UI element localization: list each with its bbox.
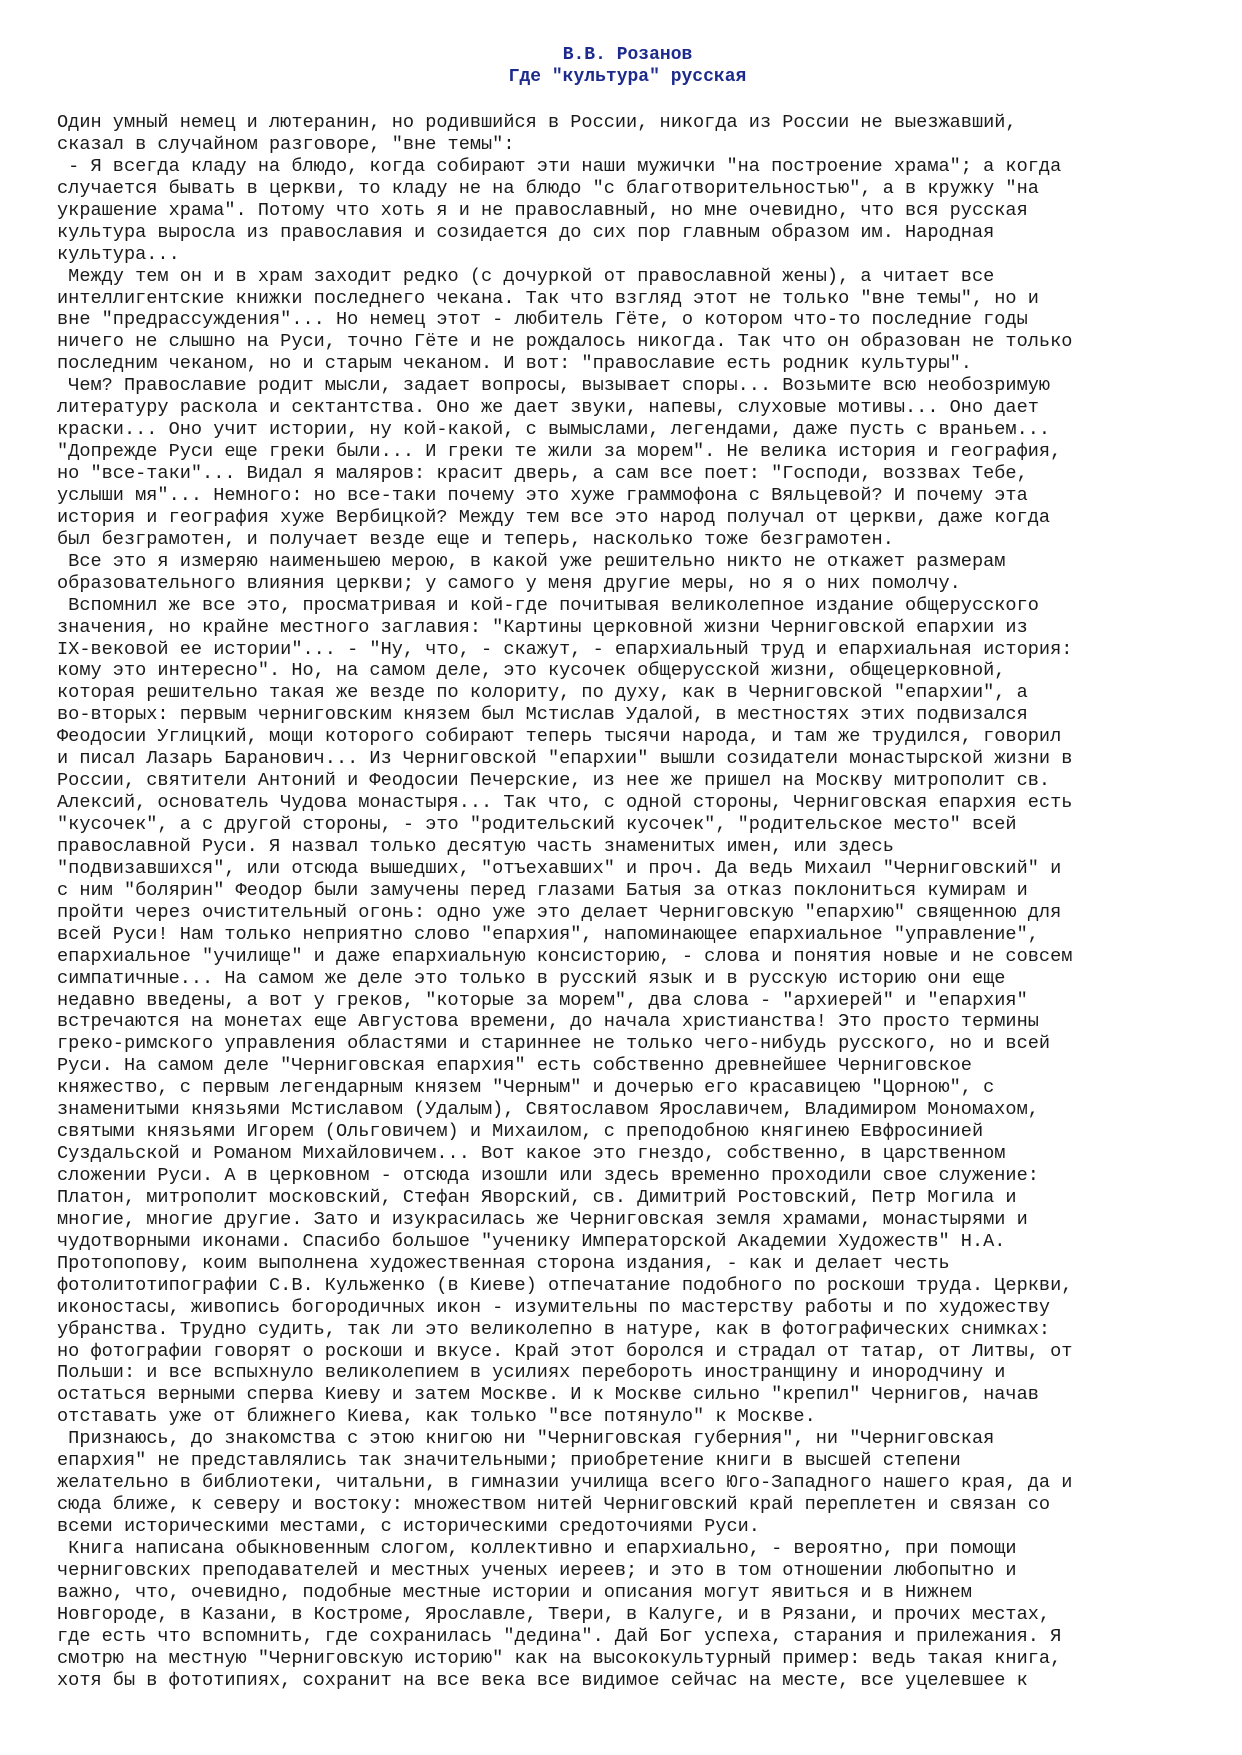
document-body (57, 112, 1198, 1692)
text-line: Платон, митрополит московский, Стефан Яворский, св. Димитрий Ростовский, Петр Могила и (57, 1186, 1017, 1208)
text-line: сказал в случайном разговоре, "вне темы": (57, 133, 515, 155)
text-line: культура выросла из православия и созидается до сих пор главным образом им. Народная (57, 221, 995, 243)
text-line: интеллигентские книжки последнего чекана. Так что взгляд этот не только "вне темы", но и (57, 287, 1039, 309)
text-line: - Я всегда кладу на блюдо, когда собирают эти наши мужички "на построение храма"; а когда (57, 155, 1062, 177)
text-line: услыши мя"... Немного: но все-таки почему это хуже граммофона с Вяльцевой? И почему эта (57, 484, 1028, 506)
text-line: и писал Лазарь Баранович... Из Черниговской "епархии" вышли созидатели монастырской жизни в (57, 748, 1073, 770)
text-line: важно, что, очевидно, подобные местные истории и описания могут явиться и в Нижнем (57, 1581, 972, 1603)
text-line: сложении Руси. А в церковном - отсюда изошли или здесь временно проходили свое служение: (57, 1165, 1039, 1186)
text-line: епархиальное "училище" и даже епархиальную консисторию, - слова и понятия новые и не совсем (57, 945, 1073, 967)
text-line: IX-вековой ее истории"... - "Ну, что, - скажут, - епархиальный труд и епархиальная история: (57, 638, 1073, 660)
text-line: иконостасы, живопись богородичных икон - изумительны по мастерству работы и по художеству (57, 1296, 1051, 1318)
text-line: последним чеканом, но и старым чеканом. И вот: "православие есть родник культуры". (57, 353, 972, 375)
text-line: Польши: и все вспыхнуло великолепием в усилиях перебороть иностранщину и инородчину и (57, 1362, 1006, 1384)
text-line: остаться верными сперва Киеву и затем Москве. И к Москве сильно "крепил" Чернигов, начав (57, 1384, 1039, 1406)
text-line: чудотворными иконами. Спасибо большое "ученику Императорской Академии Художеств" Н.А. (57, 1230, 1006, 1252)
text-line: "подвизавшихся", или отсюда вышедших, "отъехавших" и проч. Да ведь Михаил "Черниговский" и (57, 857, 1062, 879)
text-line: Суздальской и Романом Михайловичем... Вот какое это гнездо, собственно, в царственном (57, 1143, 1006, 1165)
text-line: Руси. На самом деле "Черниговская епархия" есть собственно древнейшее Черниговское (57, 1055, 972, 1077)
text-line: но фотографии говорят о роскоши и вкусе. Край этот боролся и страдал от татар, от Литвы, от (57, 1340, 1073, 1362)
text-line: недавно введены, а вот у греков, "которые за морем", два слова - "архиерей" и "епархия" (57, 989, 1028, 1011)
author-name: В.В. Розанов (562, 45, 693, 65)
text-line: знаменитыми князьями Мстиславом (Удалым), Святославом Ярославичем, Владимиром Мономахом, (57, 1099, 1039, 1121)
text-line: пройти через очистительный огонь: одно уже это делает Черниговскую "епархию" священною для (57, 901, 1062, 923)
text-line: история и география хуже Вербицкой? Между тем все это народ получал от церкви, даже когда (57, 506, 1051, 528)
document-header (57, 44, 1198, 88)
text-line: симпатичные... На самом же деле это только в русский язык и в русскую историю они еще (57, 967, 1006, 989)
text-line: Один умный немец и лютеранин, но родившийся в России, никогда из России не выезжавший, (57, 112, 1017, 133)
text-line: святыми князьями Игорем (Ольговичем) и Михаилом, с преподобною княгинею Евфросинией (57, 1121, 984, 1143)
text-line: Признаюсь, до знакомства с этою книгою ни "Черниговская губерния", ни "Черниговская (57, 1428, 995, 1450)
text-line: значения, но крайне местного заглавия: "Картины церковной жизни Черниговской епархии из (57, 616, 1028, 638)
text-line: кому это интересно". Но, на самом деле, это кусочек общерусской жизни, общецерковной, (57, 660, 1006, 682)
text-line: всеми историческими местами, с историческими средоточиями Руси. (57, 1516, 760, 1537)
text-line: фотолитотипографии С.В. Кульженко (в Киеве) отпечатание подобного по роскоши труда. Церкви, (57, 1274, 1073, 1296)
text-line: смотрю на местную "Черниговскую историю" как на высококультурный пример: ведь такая книга, (57, 1647, 1062, 1669)
text-line: случается бывать в церкви, то кладу не на блюдо "с благотворительностью", а в кружку "на (57, 177, 1039, 199)
text-line: сюда ближе, к северу и востоку: множеством нитей Черниговский край переплетен и связан со (57, 1494, 1051, 1516)
text-line: Алексий, основатель Чудова монастыря... Так что, с одной стороны, Черниговская епархия есть (57, 792, 1073, 814)
text-line: украшение храма". Потому что хоть я и не православный, но мне очевидно, что вся русская (57, 199, 1028, 221)
text-line: Книга написана обыкновенным слогом, коллективно и епархиально, - вероятно, при помощи (57, 1537, 1017, 1559)
text-line: "Допрежде Руси еще греки были... И греки те жили за морем". Не велика история и география, (57, 441, 1062, 463)
text-line: многие, многие другие. Зато и изукрасилась же Черниговская земля храмами, монастырями и (57, 1208, 1028, 1230)
text-line: которая решительно такая же везде по колориту, по духу, как в Черниговской "епархии", а (57, 682, 1028, 704)
text-line: всей Руси! Нам только неприятно слово "епархия", напоминающее епархиальное "управление", (57, 923, 1039, 945)
text-line: Все это я измеряю наименьшею мерою, в какой уже решительно никто не откажет размерам (57, 550, 1006, 572)
document-title: Где "культура" русская (508, 67, 747, 87)
text-line: православной Руси. Я назвал только десятую часть знаменитых имен, или здесь (57, 835, 894, 857)
text-line: но "все-таки"... Видал я маляров: красит дверь, а сам все поет: "Господи, воззвах Тебе, (57, 463, 1028, 484)
text-line: культура... (57, 243, 180, 265)
text-line: Протопопову, коим выполнена художественная сторона издания, - как и делает честь (57, 1252, 950, 1274)
text-line: был безграмотен, и получает везде еще и теперь, насколько тоже безграмотен. (57, 528, 894, 550)
text-line: греко-римского управления областями и стариннее не только чего-нибудь русского, но и всей (57, 1033, 1051, 1055)
text-line: Вспомнил же все это, просматривая и кой-где почитывая великолепное издание общерусского (57, 594, 1039, 616)
text-line: епархия" не представлялись так значительными; приобретение книги в высшей степени (57, 1450, 961, 1472)
text-line: вне "предрассуждения"... Но немец этот - любитель Гёте, о котором что-то последние годы (57, 309, 1028, 331)
text-line: Между тем он и в храм заходит редко (с дочуркой от православной жены), а читает все (57, 265, 995, 287)
text-line: литературу раскола и сектантства. Оно же дает звуки, напевы, слуховые мотивы... Оно дает (57, 397, 1039, 419)
text-line: России, святители Антоний и Феодосии Печерские, из нее же пришел на Москву митрополит св. (57, 770, 1051, 792)
text-line: желательно в библиотеки, читальни, в гимназии училища всего Юго-Западного нашего края, да и (57, 1472, 1073, 1494)
text-line: Чем? Православие родит мысли, задает вопросы, вызывает споры... Возьмите всю необозримую (57, 375, 1051, 397)
text-line: с ним "болярин" Феодор были замучены перед глазами Батыя за отказ поклониться кумирам и (57, 879, 1028, 901)
text-line: черниговских преподавателей и местных ученых иереев; и это в том отношении любопытно и (57, 1559, 1017, 1581)
text-line: Новгороде, в Казани, в Костроме, Ярославле, Твери, в Калуге, и в Рязани, и прочих местах, (57, 1603, 1051, 1625)
text-line: отставать уже от ближнего Киева, как только "все потянуло" к Москве. (57, 1406, 816, 1428)
text-line: во-вторых: первым черниговским князем был Мстислав Удалой, в местностях этих подвизался (57, 704, 1028, 726)
text-line: краски... Оно учит истории, ну кой-какой, с вымыслами, легендами, даже пусть с враньем... (57, 419, 1051, 441)
text-line: Феодосии Углицкий, мощи которого собирают теперь тысячи народа, и там же трудился, говорил (57, 726, 1062, 748)
text-line: княжество, с первым легендарным князем "Черным" и дочерью его красавицею "Цорною", с (57, 1077, 995, 1099)
text-line: образовательного влияния церкви; у самого у меня другие меры, но я о них помолчу. (57, 572, 961, 594)
text-line: где есть что вспомнить, где сохранилась "дедина". Дай Бог успеха, старания и прилежания. Я (57, 1625, 1062, 1647)
text-line: "кусочек", а с другой стороны, - это "родительский кусочек", "родительское место" всей (57, 814, 1017, 835)
text-line: ничего не слышно на Руси, точно Гёте и не рождалось никогда. Так что он образован не только (57, 331, 1073, 353)
text-line: хотя бы в фототипиях, сохранит на все века все видимое сейчас на месте, все уцелевшее к (57, 1669, 1028, 1691)
text-line: встречаются на монетах еще Августова времени, до начала христианства! Это просто термины (57, 1011, 1039, 1033)
text-line: убранства. Трудно судить, так ли это великолепно в натуре, как в фотографических снимках: (57, 1318, 1051, 1340)
